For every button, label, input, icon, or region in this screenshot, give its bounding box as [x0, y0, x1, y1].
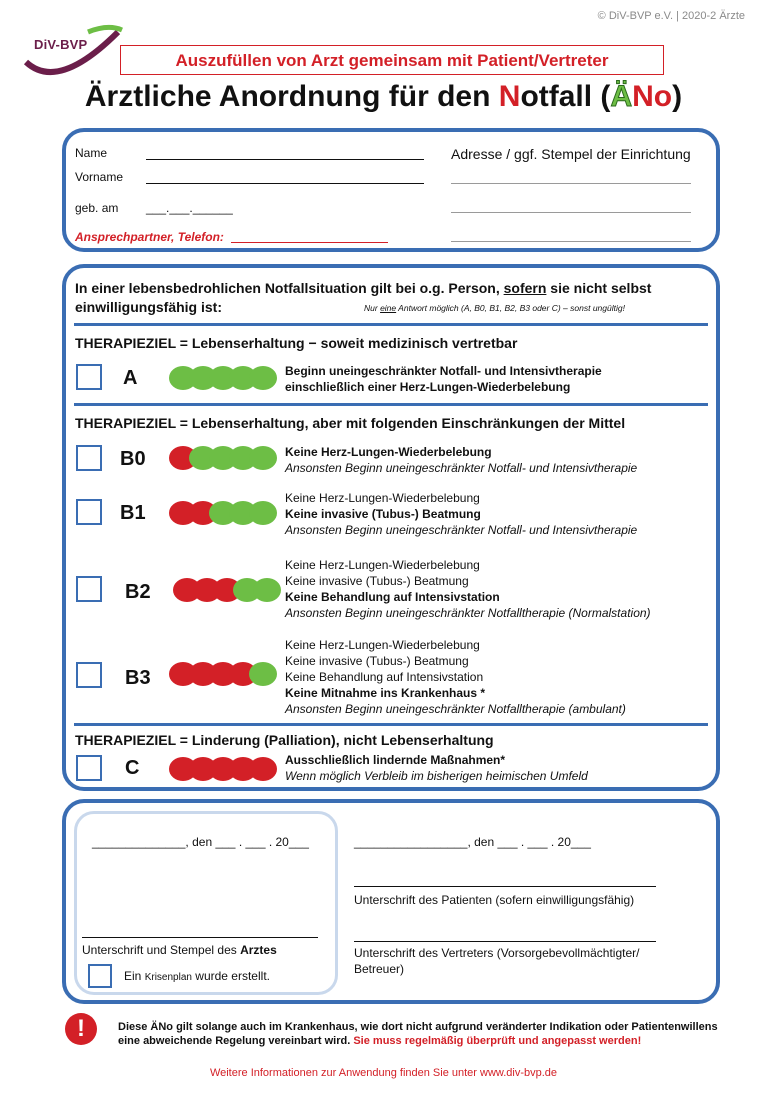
checkbox-B3[interactable]	[76, 662, 102, 688]
birthdate-label: geb. am	[75, 201, 119, 215]
desc-B0: Keine Herz-Lungen-Wiederbelebung Ansonsten Beginn uneingeschränkter Notfall- und Intensivtherapie	[285, 445, 638, 475]
desc-B3: Keine Herz-Lungen-Wiederbelebung Keine invasive (Tubus-) Beatmung Keine Behandlung auf Intensivstation Keine Mitnahme ins Krankenhaus * Ansonsten Beginn uneingeschränkter Notfalltherapie (ambulant)	[285, 638, 626, 716]
validity-note: Diese ÄNo gilt solange auch im Krankenhaus, wie dort nicht aufgrund veränderter Indikation oder Patientenwillens eine abweichende Regelung vereinbart wird. Sie muss regelmäßig überprüft und angepasst werden!	[118, 1021, 718, 1047]
doctor-signature-line[interactable]	[82, 937, 318, 938]
birthdate-field[interactable]: ___.___.______	[146, 201, 233, 215]
goal-3: THERAPIEZIEL = Linderung (Palliation), nicht Lebenserhaltung	[75, 732, 494, 748]
goal-2: THERAPIEZIEL = Lebenserhaltung, aber mit folgenden Einschränkungen der Mittel	[75, 415, 626, 431]
desc-C: Ausschließlich lindernde Maßnahmen* Wenn möglich Verbleib im bisherigen heimischen Umfeld	[285, 753, 588, 783]
severity-dot	[249, 366, 277, 390]
date-right[interactable]: _________________, den ___ . ___ . 20___	[354, 835, 591, 849]
personal-data-panel	[62, 128, 720, 252]
crisis-plan-label: Ein Krisenplan wurde erstellt.	[124, 969, 270, 983]
contact-label: Ansprechpartner, Telefon:	[75, 230, 224, 244]
divider-1	[74, 323, 708, 326]
address-line-2[interactable]	[451, 212, 691, 213]
page-title: Ärztliche Anordnung für den Notfall (ÄNo)	[84, 80, 683, 113]
option-code-C: C	[125, 757, 140, 779]
patient-signature-line[interactable]	[354, 886, 656, 887]
severity-dot	[249, 501, 277, 525]
checkbox-crisis-plan[interactable]	[88, 964, 112, 988]
dots-B2	[173, 578, 283, 602]
warning-icon: !	[65, 1013, 97, 1045]
copyright-text: © DiV-BVP e.V. | 2020-2 Ärzte	[597, 10, 745, 22]
intro-line-1: In einer lebensbedrohlichen Notfallsituation gilt bei o.g. Person, sofern sie nicht selbst	[75, 280, 652, 296]
fill-note: Auszufüllen von Arzt gemeinsam mit Patient/Vertreter	[120, 45, 664, 75]
intro-note: Nur eine Antwort möglich (A, B0, B1, B2, B3 oder C) – sonst ungültig!	[364, 303, 625, 313]
address-line-1[interactable]	[451, 183, 691, 184]
option-code-B3: B3	[125, 667, 151, 689]
checkbox-B1[interactable]	[76, 499, 102, 525]
patient-signature-label: Unterschrift des Patienten (sofern einwilligungsfähig)	[354, 893, 635, 907]
dots-B3	[169, 662, 279, 686]
logo-text: DiV-BVP	[34, 37, 88, 52]
vorname-field[interactable]	[146, 183, 424, 184]
dots-B1	[169, 501, 279, 525]
address-label: Adresse / ggf. Stempel der Einrichtung	[451, 146, 691, 162]
option-code-B2: B2	[125, 581, 151, 603]
name-label: Name	[75, 146, 108, 160]
divider-2	[74, 403, 708, 406]
representative-signature-line[interactable]	[354, 941, 656, 942]
dots-A	[169, 366, 279, 390]
therapy-panel	[62, 264, 720, 791]
checkbox-B2[interactable]	[76, 576, 102, 602]
doctor-signature-label: Unterschrift und Stempel des Arztes	[82, 943, 277, 957]
dots-C	[169, 757, 279, 781]
severity-dot	[253, 578, 281, 602]
checkbox-A[interactable]	[76, 364, 102, 390]
option-code-A: A	[123, 367, 138, 389]
signature-panel	[62, 799, 720, 1004]
contact-field[interactable]	[231, 242, 388, 243]
divider-3	[74, 723, 708, 726]
option-code-B0: B0	[120, 448, 146, 470]
representative-signature-label: Unterschrift des Vertreters (Vorsorgebevollmächtigter/ Betreuer)	[354, 946, 640, 976]
date-left[interactable]: ______________, den ___ . ___ . 20___	[92, 835, 309, 849]
address-line-3[interactable]	[451, 241, 691, 242]
checkbox-B0[interactable]	[76, 445, 102, 471]
severity-dot	[249, 757, 277, 781]
intro-line-2: einwilligungsfähig ist:	[75, 299, 222, 315]
severity-dot	[249, 446, 277, 470]
name-field[interactable]	[146, 159, 424, 160]
desc-B2: Keine Herz-Lungen-Wiederbelebung Keine invasive (Tubus-) Beatmung Keine Behandlung auf Intensivstation Ansonsten Beginn uneingeschränkter Notfalltherapie (Normalstation)	[285, 558, 651, 620]
option-code-B1: B1	[120, 502, 146, 524]
severity-dot	[249, 662, 277, 686]
desc-A: Beginn uneingeschränkter Notfall- und Intensivtherapie einschließlich einer Herz-Lungen-Wiederbelebung	[285, 364, 602, 394]
vorname-label: Vorname	[75, 170, 124, 184]
info-link[interactable]: Weitere Informationen zur Anwendung finden Sie unter www.div-bvp.de	[209, 1067, 558, 1079]
dots-B0	[169, 446, 279, 470]
desc-B1: Keine Herz-Lungen-Wiederbelebung Keine invasive (Tubus-) Beatmung Ansonsten Beginn uneingeschränkter Notfall- und Intensivtherapie	[285, 491, 638, 537]
checkbox-C[interactable]	[76, 755, 102, 781]
goal-1: THERAPIEZIEL = Lebenserhaltung − soweit medizinisch vertretbar	[75, 335, 518, 351]
